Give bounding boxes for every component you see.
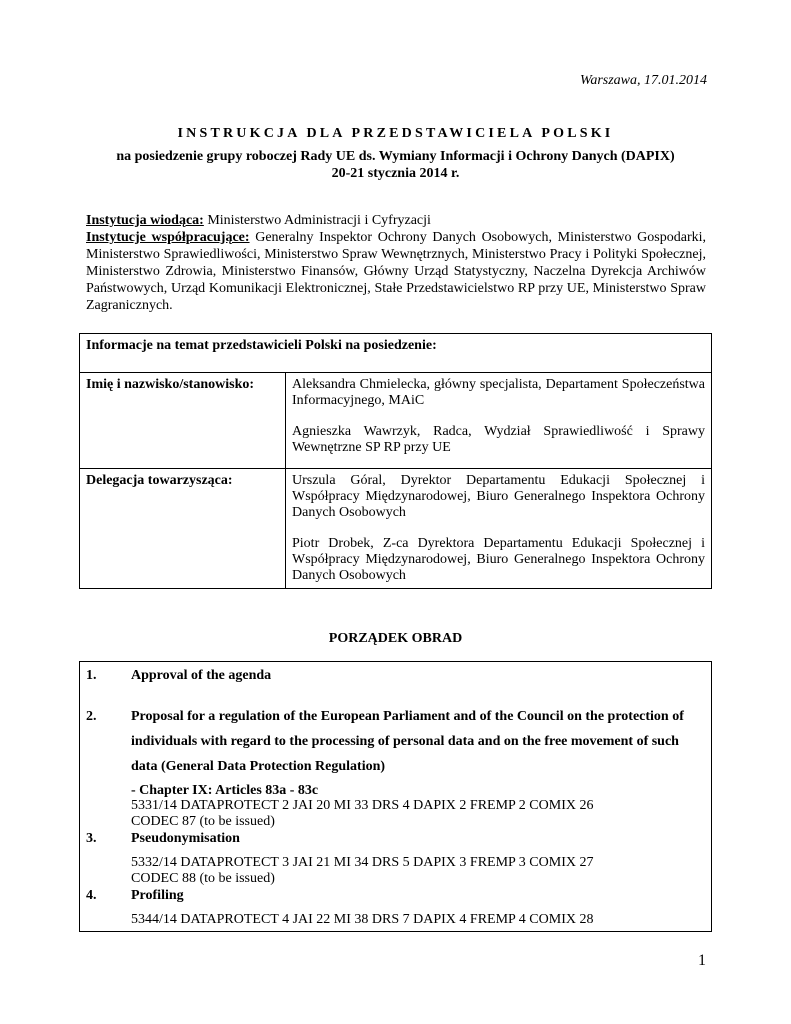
agenda-item-2-number: 2. [86, 709, 97, 724]
cooperating-institutions [86, 229, 706, 314]
delegation-row [80, 469, 712, 589]
agenda-item-3-number: 3. [86, 831, 97, 846]
institutions-block [86, 212, 706, 314]
agenda-item-2-reference-1: 5331/14 DATAPROTECT 2 JAI 20 MI 33 DRS 4 DAPIX 2 FREMP 2 COMIX 26 [131, 798, 594, 813]
agenda-item-4-reference-1: 5344/14 DATAPROTECT 4 JAI 22 MI 38 DRS 7 DAPIX 4 FREMP 4 COMIX 28 [131, 912, 594, 927]
subtitle-meeting: na posiedzenie grupy roboczej Rady UE ds. Wymiany Informacji i Ochrony Danych (DAPIX) [116, 149, 675, 164]
agenda-item-1-title: Approval of the agenda [131, 668, 272, 683]
agenda-item-3-reference-1: 5332/14 DATAPROTECT 3 JAI 21 MI 34 DRS 5 DAPIX 3 FREMP 3 COMIX 27 [131, 855, 594, 870]
subtitle-dates: 20-21 stycznia 2014 r. [331, 166, 460, 181]
representative-1: Aleksandra Chmielecka, główny specjalista, Departament Społeczeństwa Informacyjnego, MAiC [292, 377, 705, 408]
agenda-item-2-title-line-2: individuals with regard to the processing of personal data and on the free movement of such [131, 734, 679, 749]
representatives-table [79, 333, 712, 589]
page-number: 1 [698, 952, 706, 969]
names-cell [286, 373, 712, 469]
representatives-header: Informacje na temat przedstawicieli Polski na posiedzenie: [80, 334, 712, 373]
delegate-1: Urszula Góral, Dyrektor Departamentu Edukacji Społecznej i Współpracy Międzynarodowej, Biuro Generalnego Inspektora Ochrony Danych Osobowych [292, 473, 705, 520]
cooperating-institutions-value: Generalny Inspektor Ochrony Danych Osobowych, Ministerstwo Gospodarki, Ministerstwo Sprawiedliwości, Ministerstwo Spraw Wewnętrznych, Ministerstwo Pracy i Polityki Społecznej, Ministerstwo Zdrowia, Ministerstwo Finansów, Główny Urząd Statystyczny, Naczelna Dyrekcja Archiwów Państwowych, Urząd Komunikacji Elektronicznej, Stałe Przedstawicielstwo RP przy UE, Ministerstwo Spraw Zagranicznych. [86, 230, 706, 313]
names-label: Imię i nazwisko/stanowisko: [80, 373, 286, 469]
agenda-heading: PORZĄDEK OBRAD [328, 631, 463, 646]
agenda-item-3-reference-2: CODEC 88 (to be issued) [131, 871, 275, 886]
names-row [80, 373, 712, 469]
representatives-header-row [80, 334, 712, 373]
lead-institution [86, 212, 706, 229]
document-title: INSTRUKCJA DLA PRZEDSTAWICIELA POLSKI [177, 126, 614, 141]
lead-institution-value: Ministerstwo Administracji i Cyfryzacji [203, 213, 431, 228]
delegation-cell [286, 469, 712, 589]
lead-institution-label: Instytucja wiodąca: [86, 213, 204, 228]
delegate-2: Piotr Drobek, Z-ca Dyrektora Departamentu Edukacji Społecznej i Współpracy Międzynarodowej, Biuro Generalnego Inspektora Ochrony Danych Osobowych [292, 536, 705, 583]
agenda-item-2-subtitle: - Chapter IX: Articles 83a - 83c [131, 783, 319, 798]
agenda-item-3-title: Pseudonymisation [131, 831, 240, 846]
document-date: Warszawa, 17.01.2014 [579, 73, 707, 88]
agenda-item-2-reference-2: CODEC 87 (to be issued) [131, 814, 275, 829]
document-subtitle [0, 148, 791, 182]
delegation-label: Delegacja towarzysząca: [80, 469, 286, 589]
agenda-item-2-title-line-1: Proposal for a regulation of the European Parliament and of the Council on the protection of [131, 709, 684, 724]
agenda-item-2-title-line-3: data (General Data Protection Regulation) [131, 759, 386, 774]
agenda-item-1-number: 1. [86, 668, 97, 683]
cooperating-institutions-label: Instytucje współpracujące: [86, 230, 250, 245]
representative-2: Agnieszka Wawrzyk, Radca, Wydział Sprawiedliwość i Sprawy Wewnętrzne SP RP przy UE [292, 424, 705, 455]
agenda-item-4-title: Profiling [131, 888, 184, 903]
agenda-item-4-number: 4. [86, 888, 97, 903]
